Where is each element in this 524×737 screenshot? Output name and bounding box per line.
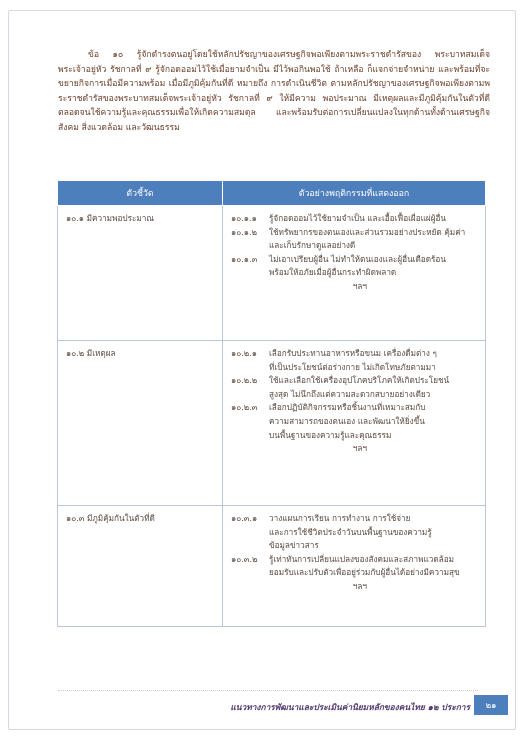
intro-line: ตามหลักปรัชญาของเศรษฐกิจพอเพียงตามพระราชดำรัสของพระบาทสมเด็จพระเจ้าอยู่หัว รัชกาลที่ ๙ ให้มีความ bbox=[58, 79, 491, 104]
example-text bbox=[269, 212, 479, 226]
header-indicator: ตัวชี้วัด bbox=[58, 181, 223, 206]
example-line: สูงสุด ไม่นึกถึงแต่ความสะดวกสบายอย่างเดียว bbox=[269, 388, 431, 399]
intro-line: และพร้อมรับต่อการเปลี่ยนแปลงในทุกด้านทั้งด้านเศรษฐกิจ สังคม สิ่งแวดล้อม และวัฒนธรรม bbox=[58, 108, 490, 133]
indicator-cell: ๑๐.๒ มีเหตุผล bbox=[58, 341, 223, 506]
intro-text bbox=[58, 48, 490, 136]
etc-marker: ฯลฯ bbox=[352, 280, 367, 291]
example-line: พร้อมให้อภัยเมื่อผู้อื่นกระทำผิดพลาด bbox=[269, 267, 397, 278]
example-code: ๑๐.๒.๓ bbox=[231, 402, 258, 413]
example-line: ข้อมูลข่าวสาร bbox=[269, 540, 319, 551]
example-code: ๑๐.๓.๑ bbox=[231, 513, 258, 523]
example-line: วางแผนการเรียน การทำงาน การใช้จ่าย bbox=[269, 513, 411, 523]
table-row bbox=[58, 506, 486, 627]
examples-cell bbox=[223, 341, 486, 506]
indicator-cell: ๑๐.๑ มีความพอประมาณ bbox=[58, 206, 223, 341]
indicator-table bbox=[57, 180, 486, 627]
example-text bbox=[269, 253, 479, 280]
footer-divider bbox=[58, 690, 478, 691]
example-item bbox=[231, 553, 479, 580]
example-item bbox=[231, 401, 479, 442]
example-line: ใช้ทรัพยากรของตนเองและส่วนรวมอย่างประหยัด คุ้มค่า bbox=[269, 226, 466, 237]
example-item bbox=[231, 253, 479, 280]
example-code: ๑๐.๒.๒ bbox=[231, 375, 258, 386]
header-examples: ตัวอย่างพฤติกรรมที่แสดงออก bbox=[223, 181, 486, 206]
example-line: ใช้และเลือกใช้เครื่องอุปโภคบริโภคให้เกิดประโยชน์ bbox=[269, 375, 450, 386]
intro-line: ก็แจกจ่ายจำหน่าย และพร้อมที่จะขยายกิจการเมื่อมีความพร้อม เมื่อมีภูมิคุ้มกันที่ดี หมายถึง การดำเนินชีวิต bbox=[58, 64, 490, 90]
example-line: และการใช้ชีวิตประจำวันบนพื้นฐานของความรู้ bbox=[269, 526, 432, 537]
example-text bbox=[269, 226, 479, 253]
table-row bbox=[58, 341, 486, 506]
example-text bbox=[269, 347, 479, 374]
example-code: ๑๐.๒.๑ bbox=[231, 348, 257, 358]
example-line: และเก็บรักษาดูแลอย่างดี bbox=[269, 240, 356, 251]
intro-line: พระบาทสมเด็จพระเจ้าอยู่หัว รัชกาลที่ ๙ รู้จักอดออมไว้ใช้เมื่อยามจำเป็น มีไว้พอกินพอใช้ ถ้าเหลือ bbox=[58, 50, 490, 75]
indicator-cell: ๑๐.๓ มีภูมิคุ้มกันในตัวที่ดี bbox=[58, 506, 223, 627]
example-text bbox=[269, 374, 479, 401]
example-code: ๑๐.๑.๒ bbox=[231, 226, 257, 237]
table-row bbox=[58, 206, 486, 341]
examples-cell bbox=[223, 506, 486, 627]
example-text bbox=[269, 553, 479, 580]
etc-marker: ฯลฯ bbox=[352, 580, 367, 591]
table-header-row bbox=[58, 181, 486, 206]
example-line: รู้จักอดออมไว้ใช้ยามจำเป็น และเอื้อเฟื้อเผื่อแผ่ผู้อื่น bbox=[269, 213, 447, 223]
example-text bbox=[269, 512, 479, 553]
example-line: ยอมรับและปรับตัวเพื่ออยู่ร่วมกับผู้อื่นได้อย่างมีความสุข bbox=[269, 567, 460, 578]
example-line: ความสามารถของตนเอง และพัฒนาให้ยิ่งขึ้น bbox=[269, 415, 425, 426]
example-code: ๑๐.๓.๒ bbox=[231, 553, 258, 564]
intro-line: ข้อ ๑๐ รู้จักดำรงตนอยู่โดยใช้หลักปรัชญาของเศรษฐกิจพอเพียงตามพระราชดำรัสของ bbox=[88, 50, 422, 60]
example-line: รู้เท่าทันการเปลี่ยนแปลงของสังคมและสภาพแวดล้อม bbox=[269, 553, 455, 564]
example-item bbox=[231, 512, 479, 553]
etc-marker: ฯลฯ bbox=[352, 443, 367, 454]
example-code: ๑๐.๑.๑ bbox=[231, 213, 257, 223]
example-line: เลือกรับประทานอาหารหรือขนม เครื่องดื่มต่าง ๆ bbox=[269, 348, 437, 358]
page-number: ๒๑ bbox=[485, 700, 497, 710]
example-code: ๑๐.๑.๓ bbox=[231, 253, 258, 264]
example-line: เลือกปฏิบัติกิจกรรมหรือชิ้นงานที่เหมาะสมกับ bbox=[269, 402, 426, 413]
page-number-tab bbox=[474, 695, 508, 715]
footer-title: แนวทางการพัฒนาและประเมินค่านิยมหลักของคนไทย ๑๒ ประการ bbox=[230, 702, 470, 712]
intro-line: พอประมาณ มีเหตุผลและมีภูมิคุ้มกันในตัวที่ดี ตลอดจนใช้ความรู้และคุณธรรมเพื่อให้เกิดความสมดุล bbox=[58, 93, 490, 119]
example-item bbox=[231, 212, 479, 226]
intro-paragraph bbox=[58, 48, 490, 136]
example-item bbox=[231, 226, 479, 253]
example-item bbox=[231, 374, 479, 401]
example-item bbox=[231, 347, 479, 374]
examples-cell bbox=[223, 206, 486, 341]
example-line: ที่เป็นประโยชน์ต่อร่างกาย ไม่เกิดโทษภัยตามมา bbox=[269, 361, 436, 372]
example-line: ไม่เอาเปรียบผู้อื่น ไม่ทำให้ตนเองและผู้อื่นเดือดร้อน bbox=[269, 253, 446, 264]
example-text bbox=[269, 401, 479, 442]
example-line: บนพื้นฐานของความรู้และคุณธรรม bbox=[269, 429, 392, 440]
